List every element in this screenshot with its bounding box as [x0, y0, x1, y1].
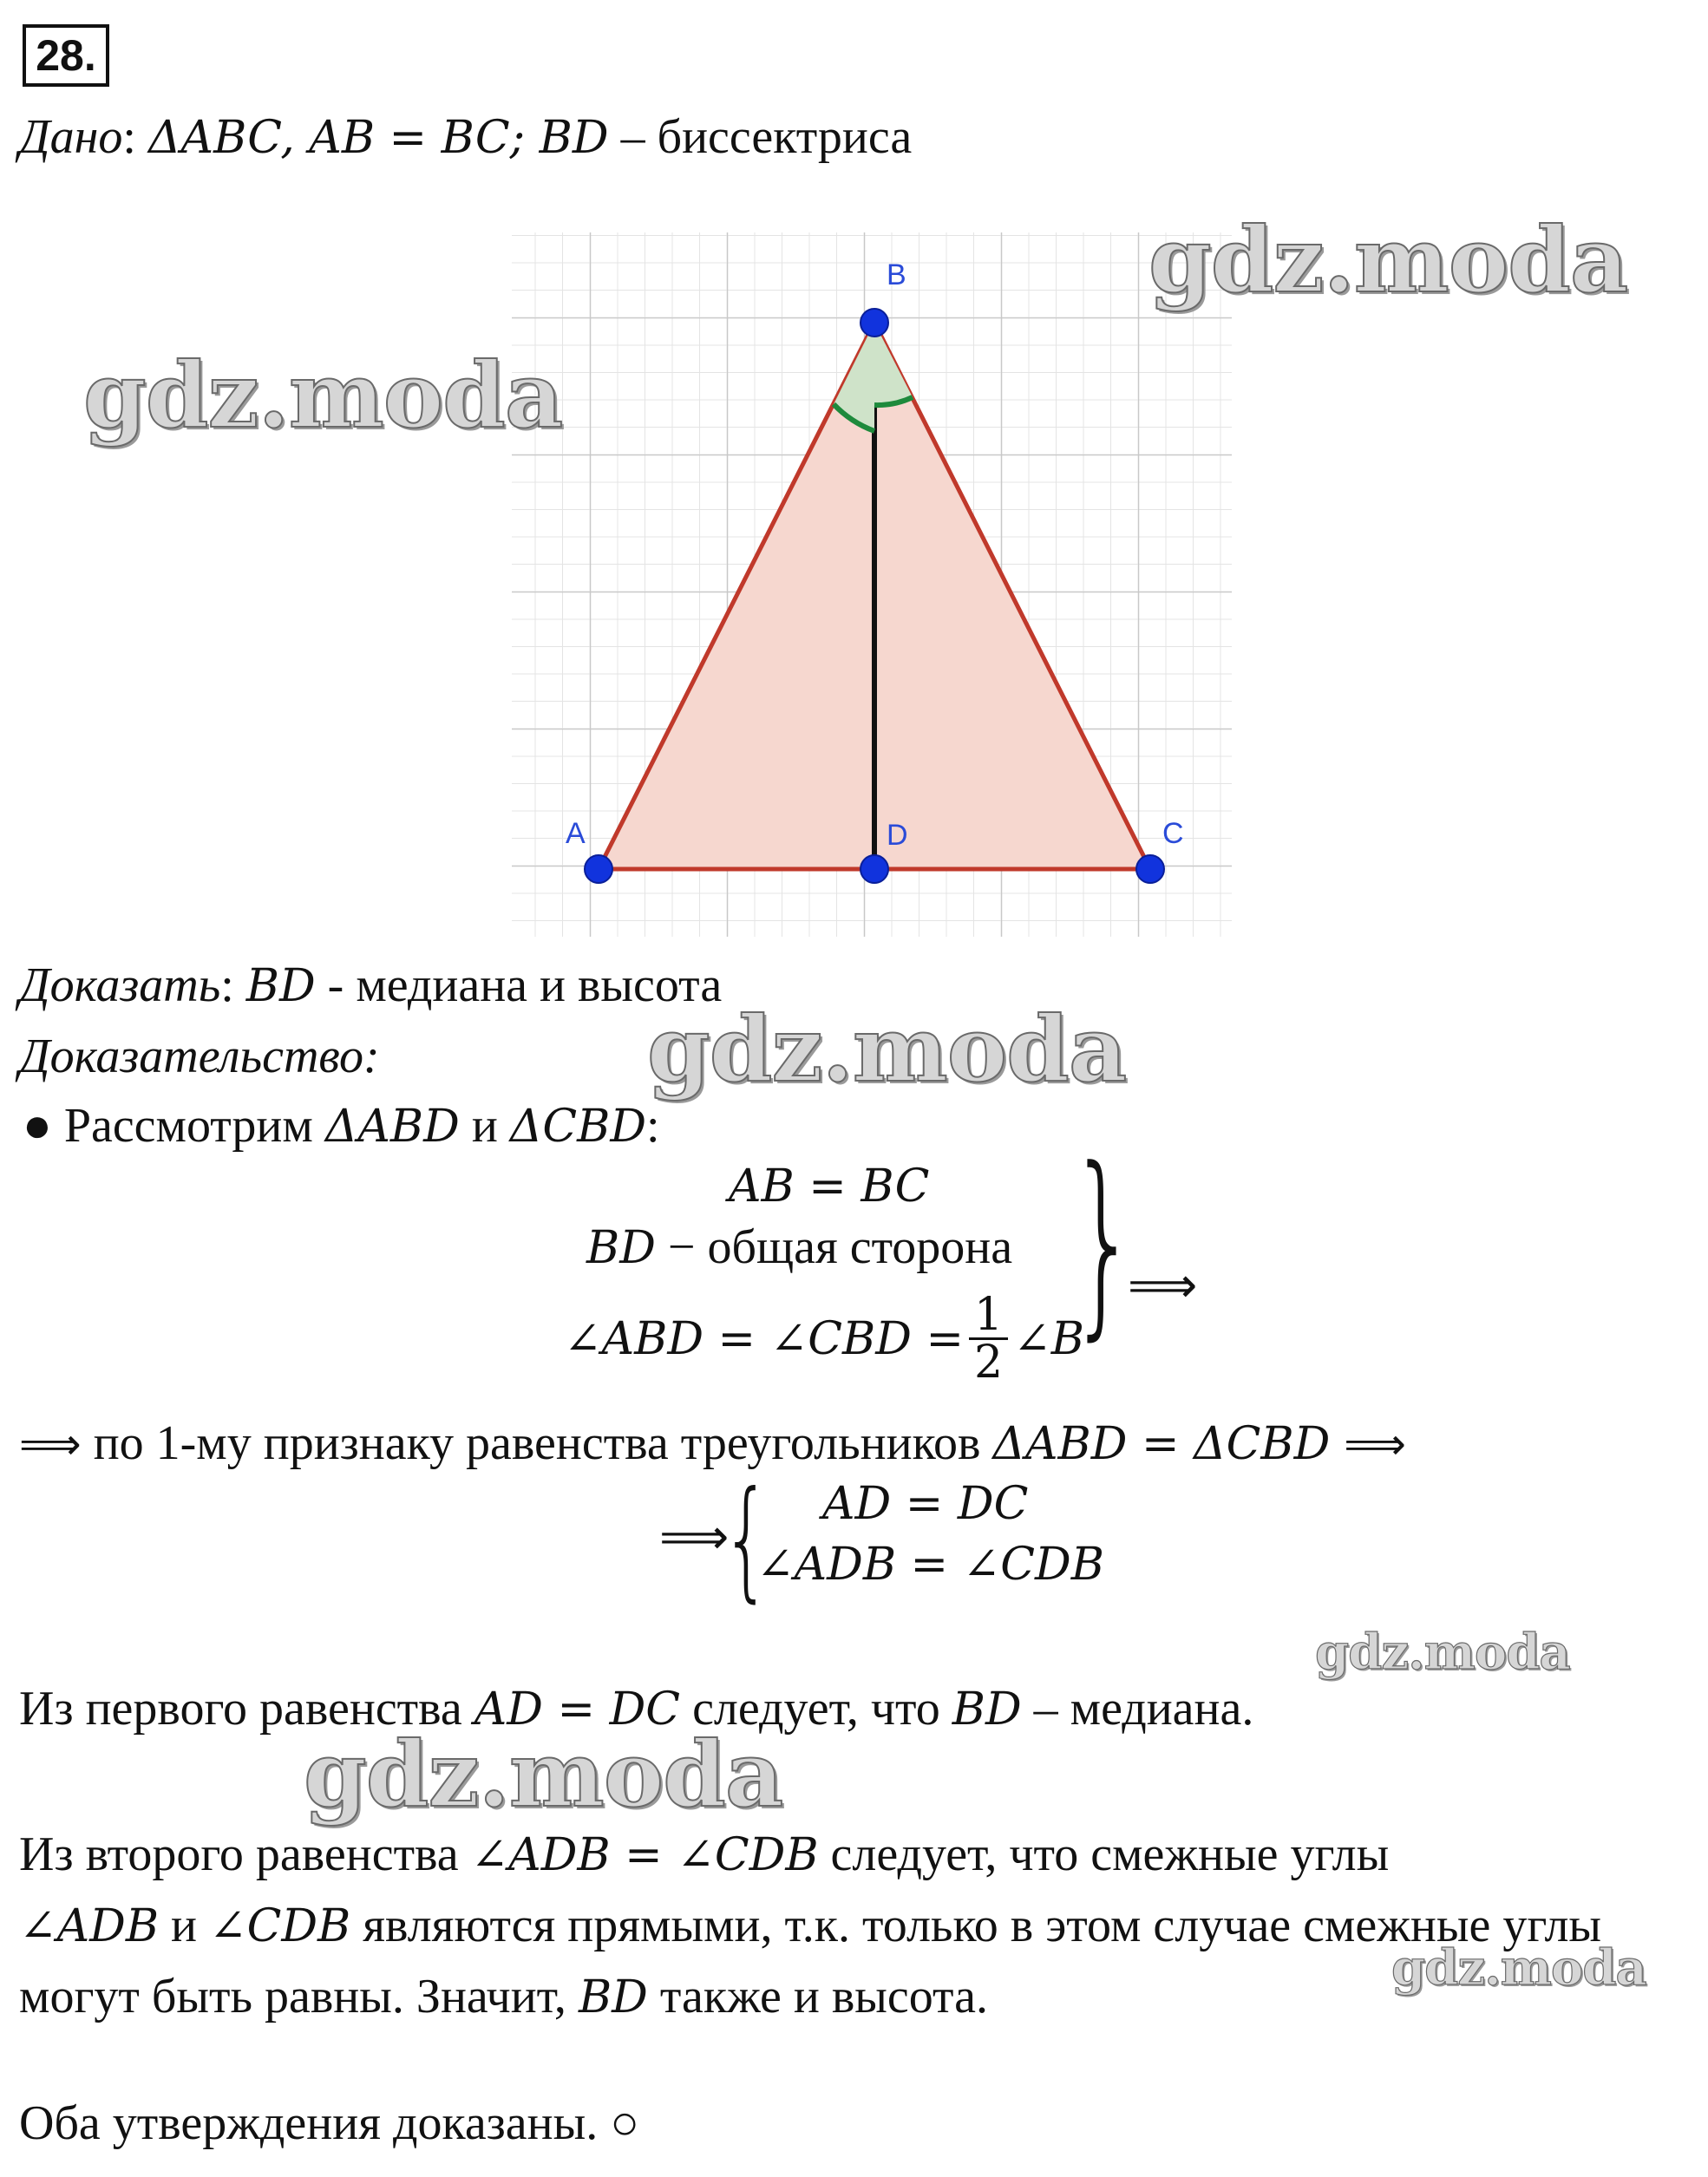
- to-prove-math: BD: [245, 960, 316, 1012]
- final-statement: Оба утверждения доказаны. ○: [19, 2096, 640, 2150]
- point-b: [861, 309, 888, 337]
- p2-l2-math1: ∠ADB: [19, 1900, 160, 1952]
- label-d: D: [887, 819, 908, 852]
- bullet: ●: [23, 1099, 52, 1153]
- watermark-middle: gdz.moda: [647, 996, 1127, 1102]
- p1-text3: – медиана.: [1021, 1682, 1254, 1736]
- conclusion-line: [19, 1417, 1406, 1471]
- to-prove-text: - медиана и высота: [315, 958, 723, 1012]
- to-prove-colon: :: [220, 958, 234, 1012]
- system1-right-brace: }: [1069, 1127, 1139, 1358]
- consider-colon: :: [646, 1099, 660, 1153]
- consider-and: и: [459, 1099, 510, 1153]
- system1-line3-right: ∠B: [1013, 1312, 1084, 1365]
- conclusion-implies-right: ⟹: [1330, 1419, 1406, 1469]
- system1-implies: ⟹: [1128, 1258, 1198, 1314]
- label-b: B: [887, 258, 906, 291]
- fraction-half: [969, 1289, 1008, 1389]
- watermark-small-bottom-right: gdz.moda: [1391, 1939, 1646, 1997]
- watermark-small-right: gdz.moda: [1315, 1624, 1570, 1681]
- to-prove-label: Доказать: [19, 958, 221, 1012]
- system2-left-brace: {: [722, 1464, 772, 1615]
- p1-math2: BD: [952, 1683, 1022, 1736]
- proof-label: Доказательство:: [19, 1030, 380, 1083]
- system2-implies: ⟹: [659, 1509, 730, 1566]
- consider-text: Рассмотрим: [51, 1099, 325, 1153]
- p2-l3-text2: также и высота.: [647, 1970, 989, 2023]
- point-a: [585, 855, 612, 883]
- given-dash: –: [608, 110, 658, 164]
- given-line: [19, 111, 912, 165]
- conclusion-math: ΔABD = ΔCBD: [992, 1418, 1331, 1470]
- system1-line2: [586, 1221, 1012, 1275]
- p2-l1-text1: Из второго равенства: [19, 1827, 471, 1881]
- given-colon: :: [122, 110, 136, 164]
- paragraph-altitude-line1: [19, 1828, 1389, 1882]
- p2-l1-text2: следует, что смежные углы: [818, 1827, 1390, 1881]
- system1-line2-text: − общая сторона: [655, 1220, 1013, 1274]
- fraction-denominator: 2: [974, 1337, 1004, 1389]
- p1-text2: следует, что: [680, 1682, 952, 1736]
- p2-l2-text1: и: [159, 1899, 209, 1952]
- to-prove-line: [19, 959, 722, 1013]
- system1-line1: AB = BC: [729, 1160, 930, 1213]
- p2-l1-math1: ∠ADB = ∠CDB: [470, 1829, 819, 1881]
- given-math: ΔABC, AB = BC; BD: [147, 112, 609, 164]
- p2-l3-math1: BD: [578, 1971, 648, 2023]
- consider-math-abd: ΔABD: [324, 1101, 460, 1153]
- system1-line3: [564, 1289, 1084, 1389]
- watermark-top-right: gdz.moda: [1148, 206, 1628, 313]
- paragraph-altitude-line3: [19, 1971, 988, 2024]
- triangle-figure: [512, 232, 1240, 944]
- p2-l2-math2: ∠CDB: [209, 1900, 351, 1952]
- p1-math1: AD = DC: [474, 1683, 681, 1736]
- watermark-lower-left: gdz.moda: [304, 1721, 783, 1827]
- watermark-upper-left: gdz.moda: [83, 342, 563, 448]
- point-d: [861, 855, 888, 883]
- given-label: Дано: [19, 110, 123, 164]
- consider-line: [23, 1100, 660, 1154]
- system2-line2: ∠ADB = ∠CDB: [756, 1539, 1104, 1591]
- p2-l2-text2: являются прямыми, т.к. только в этом случае смежные углы: [350, 1899, 1602, 1952]
- paragraph-altitude-line2: [19, 1899, 1601, 1953]
- conclusion-text: по 1-му признаку равенства треугольников: [81, 1416, 993, 1470]
- label-a: A: [566, 817, 586, 850]
- system1-line3-left: ∠ABD = ∠CBD =: [564, 1312, 965, 1365]
- problem-number: 28.: [23, 24, 109, 87]
- conclusion-implies-left: ⟹: [19, 1419, 82, 1469]
- label-c: C: [1162, 817, 1184, 850]
- fraction-numerator: 1: [969, 1292, 1008, 1340]
- system1-line2-math: BD: [586, 1222, 656, 1274]
- system2-line1: AD = DC: [822, 1478, 1029, 1530]
- given-text: биссектриса: [657, 110, 913, 164]
- p2-l3-text1: могут быть равны. Значит,: [19, 1970, 579, 2023]
- p1-text1: Из первого равенства: [19, 1682, 474, 1736]
- consider-math-cbd: ΔCBD: [509, 1101, 647, 1153]
- point-c: [1136, 855, 1164, 883]
